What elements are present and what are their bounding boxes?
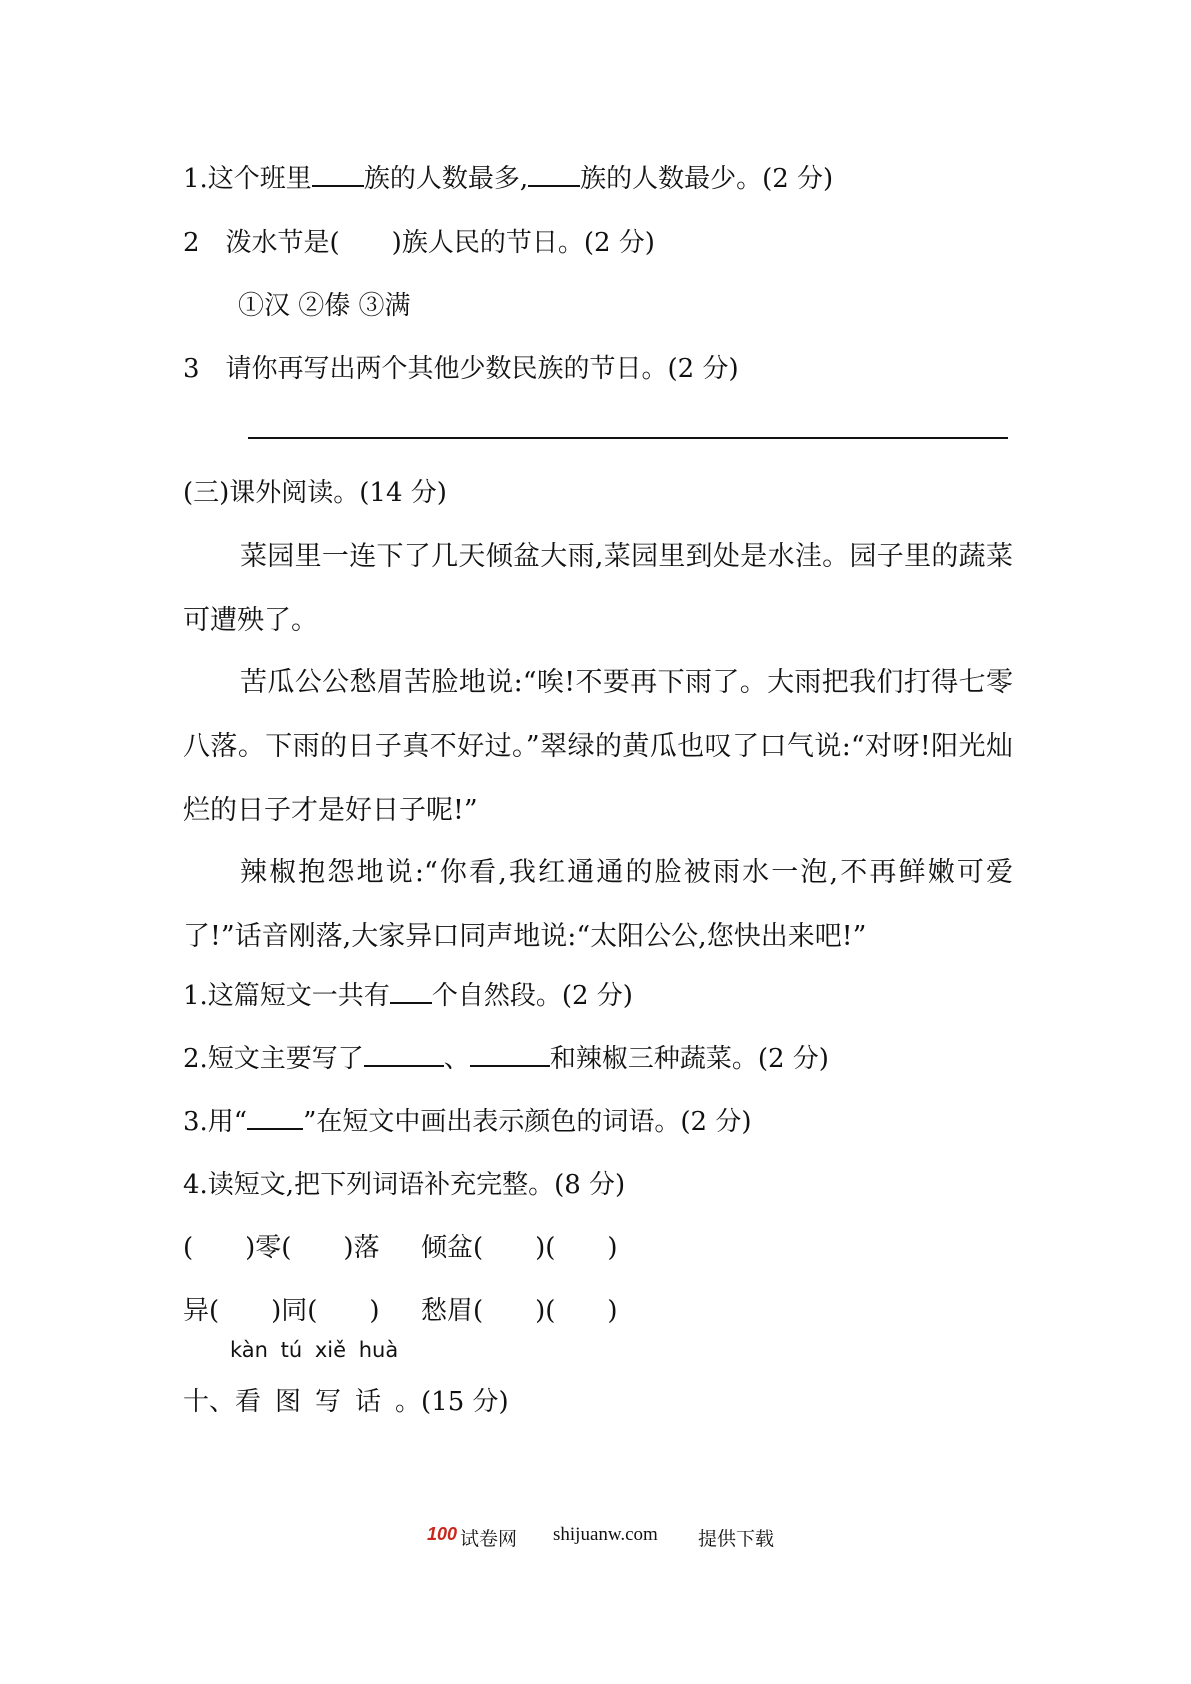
section-3-heading: (三)课外阅读。(14 分) — [183, 478, 447, 508]
passage-paragraph-1: 菜园里一连下了几天倾盆大雨,菜园里到处是水洼。园子里的蔬菜可遭殃了。 — [183, 541, 1013, 636]
section-10-suffix: 。(15 分) — [395, 1387, 509, 1417]
fill-row-1b[interactable]: 倾盆( )( ) — [421, 1233, 618, 1263]
rq2-text-b: 、 — [443, 1044, 470, 1074]
reading-question-3 — [183, 1105, 752, 1139]
site-logo: 100 — [427, 1524, 458, 1544]
q1-text-b: 族的人数最多, — [363, 164, 529, 194]
rq2-text-a: 2.短文主要写了 — [183, 1044, 364, 1074]
rq3-underline-sample — [247, 1106, 303, 1130]
passage-paragraph-2: 苦瓜公公愁眉苦脸地说:“唉!不要再下雨了。大雨把我们打得七零八落。下雨的日子真不好过。”翠绿的黄瓜也叹了口气说:“对呀!阳光灿烂的日子才是好日子呢!” — [183, 667, 1013, 826]
q1-text-a: 1.这个班里 — [183, 164, 312, 194]
rq2-blank-2[interactable] — [470, 1043, 550, 1067]
rq2-blank-1[interactable] — [364, 1043, 444, 1067]
reading-question-2 — [183, 1042, 829, 1076]
rq3-text-a: 3.用“ — [183, 1107, 248, 1137]
q1-blank-1[interactable] — [312, 163, 364, 187]
passage-paragraph-3: 辣椒抱怨地说:“你看,我红通通的脸被雨水一泡,不再鲜嫩可爱了!”话音刚落,大家异口同声地说:“太阳公公,您快出来吧!” — [183, 857, 1013, 952]
fill-row-2a[interactable]: 异( )同( ) — [183, 1296, 380, 1326]
question-3: 3 请你再写出两个其他少数民族的节日。(2 分) — [183, 354, 739, 384]
reading-question-4: 4.读短文,把下列词语补充完整。(8 分) — [183, 1170, 626, 1200]
question-2-options: ①汉 ②傣 ③满 — [238, 291, 411, 321]
rq1-text-a: 1.这篇短文一共有 — [183, 981, 390, 1011]
download-note: 提供下载 — [698, 1529, 775, 1550]
rq3-text-b: ”在短文中画出表示颜色的词语。(2 分) — [303, 1107, 752, 1137]
section-10-title: 看图写话 — [235, 1387, 396, 1417]
fill-row-1a[interactable]: ( )零( )落 — [183, 1233, 380, 1263]
q1-text-c: 族的人数最少。(2 分) — [580, 164, 834, 194]
answer-line[interactable] — [248, 437, 1008, 439]
section-10-pinyin: kàn tú xiě huà — [230, 1338, 399, 1362]
site-url[interactable]: shijuanw.com — [553, 1524, 658, 1545]
rq2-text-c: 和辣椒三种蔬菜。(2 分) — [549, 1044, 829, 1074]
section-10-prefix: 十、 — [183, 1387, 236, 1417]
q1-blank-2[interactable] — [528, 163, 580, 187]
rq1-text-b: 个自然段。(2 分) — [431, 981, 633, 1011]
question-2: 2 泼水节是( )族人民的节日。(2 分) — [183, 228, 655, 258]
question-1 — [183, 162, 833, 196]
rq1-blank[interactable] — [390, 980, 432, 1004]
fill-row-2b[interactable]: 愁眉( )( ) — [421, 1296, 618, 1326]
section-10-heading — [183, 1385, 509, 1419]
site-logo-text: 试卷网 — [460, 1529, 518, 1550]
reading-question-1 — [183, 979, 633, 1013]
